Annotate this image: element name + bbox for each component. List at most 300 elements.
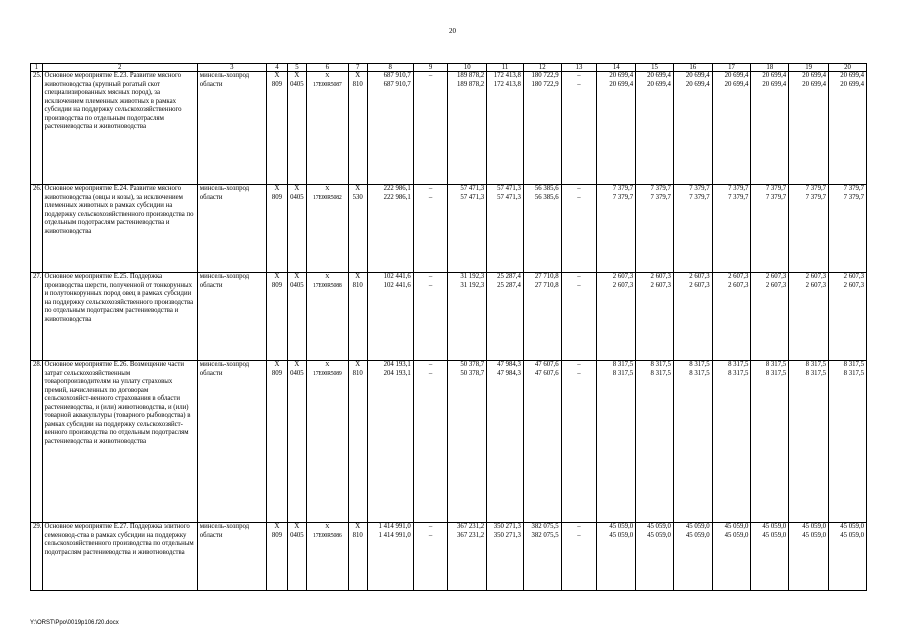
value-line-1: – <box>577 185 581 192</box>
value-cell <box>789 185 829 273</box>
value-cell <box>448 185 487 273</box>
value-cell <box>789 72 829 185</box>
value-line-1: 8 317,5 <box>612 361 634 368</box>
value-line-1: Х <box>274 523 280 530</box>
row-number: 25. <box>31 72 43 185</box>
value-cell <box>487 185 524 273</box>
value-line-2: 45 059,0 <box>762 531 787 539</box>
value-line-1: 45 059,0 <box>802 523 827 530</box>
column-header: 17 <box>712 64 751 72</box>
value-cell <box>523 185 561 273</box>
value-line-1: Х <box>274 72 280 79</box>
value-cell <box>751 361 789 523</box>
value-line-2: 17Е00R5089 <box>313 370 342 377</box>
value-line-2: 810 <box>352 369 363 377</box>
value-line-1: Х <box>274 273 280 280</box>
value-line-1: 45 059,0 <box>840 523 864 530</box>
value-line-2: 2 607,3 <box>765 281 787 289</box>
value-line-1: 2 607,3 <box>765 273 787 280</box>
value-cell <box>367 273 413 361</box>
value-line-1: 20 699,4 <box>647 72 671 79</box>
value-line-2: 809 <box>271 531 283 539</box>
value-cell <box>636 523 674 591</box>
value-line-2: 204 193,1 <box>383 369 411 377</box>
value-line-1: – <box>577 523 581 530</box>
value-line-1: 20 699,4 <box>762 72 787 79</box>
value-line-2: 530 <box>352 193 363 201</box>
value-line-2: 2 607,3 <box>728 281 749 289</box>
value-line-2: 45 059,0 <box>840 531 864 539</box>
column-header: 11 <box>487 64 524 72</box>
value-cell <box>712 361 751 523</box>
value-line-1: 8 317,5 <box>843 361 864 368</box>
value-line-1: Х <box>325 362 330 368</box>
value-cell <box>266 361 287 523</box>
value-line-1: Х <box>294 185 300 192</box>
value-cell <box>561 361 597 523</box>
value-cell <box>673 361 712 523</box>
value-line-2: 45 059,0 <box>685 531 710 539</box>
value-cell <box>636 185 674 273</box>
value-cell <box>636 72 674 185</box>
value-line-2: 47 607,6 <box>534 369 559 377</box>
value-line-2: 20 699,4 <box>685 80 710 88</box>
value-line-2: 20 699,4 <box>647 80 671 88</box>
value-cell <box>523 361 561 523</box>
value-line-2: 102 441,6 <box>383 281 411 289</box>
value-line-1: 2 607,3 <box>650 273 671 280</box>
value-cell <box>367 361 413 523</box>
value-line-2: 2 607,3 <box>843 281 864 289</box>
value-line-1: Х <box>325 186 330 192</box>
value-cell <box>636 361 674 523</box>
value-line-2: 8 317,5 <box>805 369 827 377</box>
value-line-1: – <box>577 273 581 280</box>
value-cell <box>751 185 789 273</box>
value-line-2: 7 379,7 <box>805 193 827 201</box>
value-line-2: – <box>428 281 433 289</box>
value-line-2: 810 <box>352 281 363 289</box>
column-header: 19 <box>789 64 829 72</box>
value-line-1: 2 607,3 <box>612 273 634 280</box>
value-cell <box>448 523 487 591</box>
value-cell <box>487 361 524 523</box>
value-line-1: 222 986,1 <box>383 185 411 192</box>
column-header: 2 <box>42 64 197 72</box>
value-line-2: 31 192,3 <box>460 281 485 289</box>
value-line-2: 45 059,0 <box>609 531 634 539</box>
value-cell <box>673 185 712 273</box>
value-line-2: 0405 <box>290 369 304 377</box>
measure-description: Основное мероприятие Е.23. Развитие мясного животноводства (крупный рогатый скот специализированных мясных пород), за исключением племенных животных в рамках субсидии на поддержку сельскохозяйственного производства по отдельным подотраслям растениеводства и животноводства <box>42 72 197 185</box>
value-cell <box>829 523 867 591</box>
value-line-2: 2 607,3 <box>650 281 671 289</box>
value-cell <box>306 361 348 523</box>
table-row <box>31 185 867 273</box>
value-line-2: 20 699,4 <box>840 80 864 88</box>
value-line-1: – <box>577 361 581 368</box>
value-line-1: Х <box>355 72 361 79</box>
executor: минсель-хозпрод области <box>197 72 266 185</box>
value-cell <box>487 523 524 591</box>
value-line-2: 17Е00R5086 <box>313 532 342 539</box>
column-header: 6 <box>306 64 348 72</box>
value-line-2: 27 710,8 <box>534 281 559 289</box>
value-cell <box>597 523 636 591</box>
value-cell <box>561 523 597 591</box>
value-line-1: 20 699,4 <box>685 72 710 79</box>
value-cell <box>266 72 287 185</box>
value-line-2: 7 379,7 <box>612 193 634 201</box>
value-line-1: 7 379,7 <box>728 185 749 192</box>
value-line-2: – <box>428 531 433 539</box>
value-line-1: 382 075,5 <box>531 523 559 530</box>
header-row <box>31 64 867 72</box>
value-line-2: 8 317,5 <box>728 369 749 377</box>
value-line-1: Х <box>325 274 330 280</box>
executor: минсель-хозпрод области <box>197 361 266 523</box>
value-line-2: 7 379,7 <box>650 193 671 201</box>
value-line-1: – <box>428 72 433 79</box>
value-line-2: 0405 <box>290 531 304 539</box>
value-line-2: 20 699,4 <box>762 80 787 88</box>
value-line-2: 367 231,2 <box>457 531 485 539</box>
column-header: 12 <box>523 64 561 72</box>
value-line-1: Х <box>294 523 300 530</box>
value-line-2: 56 385,6 <box>534 193 559 201</box>
value-line-1: 189 878,2 <box>457 72 485 79</box>
value-cell <box>413 72 448 185</box>
value-line-2: 189 878,2 <box>457 80 485 88</box>
value-line-2: 20 699,4 <box>609 80 634 88</box>
value-line-1: Х <box>294 361 300 368</box>
value-line-1: 7 379,7 <box>650 185 671 192</box>
column-header: 15 <box>636 64 674 72</box>
table-row <box>31 273 867 361</box>
value-line-2: 172 413,8 <box>493 80 521 88</box>
value-cell <box>751 523 789 591</box>
value-line-1: 172 413,8 <box>493 72 521 79</box>
program-table <box>30 63 867 591</box>
column-header: 20 <box>829 64 867 72</box>
value-cell <box>348 273 367 361</box>
value-cell <box>413 523 448 591</box>
value-line-1: Х <box>325 524 330 530</box>
value-line-1: 20 699,4 <box>609 72 634 79</box>
value-line-2: 382 075,5 <box>531 531 559 539</box>
value-line-1: – <box>428 361 433 368</box>
value-line-2: 2 607,3 <box>689 281 710 289</box>
value-line-2: 2 607,3 <box>805 281 827 289</box>
value-line-2: 7 379,7 <box>728 193 749 201</box>
value-line-2: 0405 <box>290 193 304 201</box>
executor: минсель-хозпрод области <box>197 273 266 361</box>
value-line-1: 2 607,3 <box>843 273 864 280</box>
value-cell <box>751 72 789 185</box>
column-header: 3 <box>197 64 266 72</box>
value-cell <box>673 273 712 361</box>
value-cell <box>751 273 789 361</box>
value-cell <box>287 273 306 361</box>
value-line-1: 45 059,0 <box>724 523 749 530</box>
value-cell <box>523 72 561 185</box>
value-line-1: 7 379,7 <box>612 185 634 192</box>
value-line-2: 810 <box>352 531 363 539</box>
value-line-2: 687 910,7 <box>383 80 411 88</box>
value-cell <box>712 72 751 185</box>
value-cell <box>348 523 367 591</box>
measure-description: Основное мероприятие Е.26. Возмещение части затрат сельскохозяйственным товаропроизводителям на уплату страховых премий, начисленных по договорам сельскохозяйст-венного страхования в области растениеводства, и (или) животноводства, и (или) товарной аквакультуры (товарного рыбоводства) в рамках субсидии на поддержку сельскохозяйст-венного производства по отдельным подотраслям растениеводства и животноводства <box>42 361 197 523</box>
value-line-1: 20 699,4 <box>802 72 827 79</box>
column-header: 4 <box>266 64 287 72</box>
value-cell <box>523 273 561 361</box>
value-cell <box>448 273 487 361</box>
value-line-1: 7 379,7 <box>843 185 864 192</box>
value-cell <box>487 273 524 361</box>
value-cell <box>413 273 448 361</box>
value-line-1: 56 385,6 <box>534 185 559 192</box>
value-line-2: 17Е00R5087 <box>313 81 342 88</box>
value-line-1: 102 441,6 <box>383 273 411 280</box>
value-cell <box>348 185 367 273</box>
executor: минсель-хозпрод области <box>197 185 266 273</box>
value-line-2: – <box>577 193 581 201</box>
value-line-1: 25 287,4 <box>497 273 521 280</box>
measure-description: Основное мероприятие Е.25. Поддержка производства шерсти, полученной от тонкорунных и полутонкорунных пород овец в рамках субсидии на поддержку сельскохозяйственного производства по отдельным подотраслям растениеводства и животноводства <box>42 273 197 361</box>
value-cell <box>367 72 413 185</box>
column-header: 14 <box>597 64 636 72</box>
value-line-1: – <box>577 72 581 79</box>
value-cell <box>597 361 636 523</box>
value-cell <box>636 273 674 361</box>
value-cell <box>523 523 561 591</box>
value-cell <box>348 361 367 523</box>
value-line-2: 7 379,7 <box>843 193 864 201</box>
value-line-1: 45 059,0 <box>609 523 634 530</box>
value-cell <box>306 72 348 185</box>
value-line-2: 180 722,9 <box>531 80 559 88</box>
column-header: 9 <box>413 64 448 72</box>
value-line-1: 8 317,5 <box>805 361 827 368</box>
value-line-2: 57 471,3 <box>497 193 521 201</box>
value-line-2: 809 <box>271 369 283 377</box>
table-body <box>31 72 867 591</box>
value-cell <box>306 523 348 591</box>
value-line-2: 809 <box>271 80 283 88</box>
row-number: 27. <box>31 273 43 361</box>
value-line-2: 1 414 991,0 <box>378 531 411 539</box>
value-cell <box>561 273 597 361</box>
value-line-1: 2 607,3 <box>805 273 827 280</box>
value-line-1: 350 271,3 <box>493 523 521 530</box>
value-cell <box>448 72 487 185</box>
value-line-2: 17Е00R5082 <box>313 194 342 201</box>
value-line-1: 20 699,4 <box>724 72 749 79</box>
measure-description: Основное мероприятие Е.24. Развитие мясного животноводства (овцы и козы), за исключением племенных животных в рамках субсидии на поддержку сельскохозяйственного производства по отдельным подотраслям растениеводства и животноводства <box>42 185 197 273</box>
value-line-1: 1 414 991,0 <box>378 523 411 530</box>
value-line-1: 367 231,2 <box>457 523 485 530</box>
value-line-2: – <box>428 193 433 201</box>
value-line-1: 8 317,5 <box>689 361 710 368</box>
value-line-1: – <box>428 185 433 192</box>
value-cell <box>597 72 636 185</box>
value-line-1: Х <box>355 185 361 192</box>
value-line-1: 180 722,9 <box>531 72 559 79</box>
value-line-1: 687 910,7 <box>383 72 411 79</box>
value-line-2: 809 <box>271 281 283 289</box>
value-line-1: 20 699,4 <box>840 72 864 79</box>
value-cell <box>673 72 712 185</box>
value-line-1: 47 984,3 <box>497 361 521 368</box>
value-line-1: Х <box>274 185 280 192</box>
value-line-1: 45 059,0 <box>647 523 671 530</box>
value-line-1: Х <box>294 273 300 280</box>
value-cell <box>287 185 306 273</box>
value-line-1: 57 471,3 <box>460 185 485 192</box>
value-line-2: – <box>577 281 581 289</box>
value-cell <box>348 72 367 185</box>
value-line-1: 204 193,1 <box>383 361 411 368</box>
value-cell <box>712 523 751 591</box>
value-line-2 <box>416 81 446 90</box>
column-header: 16 <box>673 64 712 72</box>
value-cell <box>448 361 487 523</box>
value-line-2: 0405 <box>290 281 304 289</box>
value-line-1: 45 059,0 <box>762 523 787 530</box>
value-line-1: 8 317,5 <box>728 361 749 368</box>
value-line-2: 809 <box>271 193 283 201</box>
measure-description: Основное мероприятие Е.27. Поддержка элитного семеновод-ства в рамках субсидии на поддержку сельскохозяйственного производства по отдельным подотраслям растениеводства и животноводства <box>42 523 197 591</box>
value-cell <box>829 361 867 523</box>
value-line-2: 810 <box>352 80 363 88</box>
value-cell <box>287 523 306 591</box>
value-cell <box>287 72 306 185</box>
value-line-1: Х <box>294 72 300 79</box>
value-line-2: 7 379,7 <box>765 193 787 201</box>
value-line-2: 57 471,3 <box>460 193 485 201</box>
value-cell <box>597 273 636 361</box>
value-line-1: 50 378,7 <box>460 361 485 368</box>
value-cell <box>789 273 829 361</box>
table-row <box>31 361 867 523</box>
value-line-1: Х <box>274 361 280 368</box>
table-row <box>31 72 867 185</box>
value-line-2: 8 317,5 <box>689 369 710 377</box>
value-line-1: 7 379,7 <box>689 185 710 192</box>
value-cell <box>287 361 306 523</box>
column-header: 1 <box>31 64 43 72</box>
value-line-1: Х <box>325 73 330 79</box>
value-cell <box>829 273 867 361</box>
value-cell <box>266 523 287 591</box>
value-cell <box>367 185 413 273</box>
value-line-2: 0405 <box>290 80 304 88</box>
value-cell <box>712 273 751 361</box>
executor: минсель-хозпрод области <box>197 523 266 591</box>
value-line-2: 25 287,4 <box>497 281 521 289</box>
row-number: 29. <box>31 523 43 591</box>
value-line-2: – <box>577 369 581 377</box>
value-line-2: 17Е00R5088 <box>313 282 342 289</box>
value-line-1: – <box>428 273 433 280</box>
value-cell <box>413 361 448 523</box>
value-line-2: 7 379,7 <box>689 193 710 201</box>
value-line-2: 8 317,5 <box>765 369 787 377</box>
value-line-1: – <box>428 523 433 530</box>
value-line-2: 45 059,0 <box>802 531 827 539</box>
value-cell <box>306 273 348 361</box>
value-cell <box>306 185 348 273</box>
column-header: 10 <box>448 64 487 72</box>
value-line-1: 45 059,0 <box>685 523 710 530</box>
table-row <box>31 523 867 591</box>
value-line-2: 45 059,0 <box>647 531 671 539</box>
value-line-2: 222 986,1 <box>383 193 411 201</box>
value-line-2: 50 378,7 <box>460 369 485 377</box>
value-cell <box>712 185 751 273</box>
value-line-1: 2 607,3 <box>689 273 710 280</box>
column-header: 13 <box>561 64 597 72</box>
value-line-2: 2 607,3 <box>612 281 634 289</box>
row-number: 28. <box>31 361 43 523</box>
value-cell <box>266 273 287 361</box>
value-line-1: 31 192,3 <box>460 273 485 280</box>
value-line-1: 27 710,8 <box>534 273 559 280</box>
value-cell <box>413 185 448 273</box>
value-line-2: – <box>428 369 433 377</box>
value-cell <box>561 72 597 185</box>
value-cell <box>487 72 524 185</box>
value-line-1: 7 379,7 <box>765 185 787 192</box>
file-path-footer: Y:\ORST\Ppo\0019p106.f20.docx <box>30 620 119 626</box>
value-line-1: Х <box>355 273 361 280</box>
value-line-1: 7 379,7 <box>805 185 827 192</box>
value-line-1: 8 317,5 <box>650 361 671 368</box>
value-line-2: – <box>577 531 581 539</box>
value-line-2: 20 699,4 <box>724 80 749 88</box>
value-cell <box>561 185 597 273</box>
value-cell <box>266 185 287 273</box>
value-line-2: 350 271,3 <box>493 531 521 539</box>
value-line-1: 8 317,5 <box>765 361 787 368</box>
value-line-2: 45 059,0 <box>724 531 749 539</box>
value-cell <box>673 523 712 591</box>
column-header: 8 <box>367 64 413 72</box>
value-cell <box>829 72 867 185</box>
value-cell <box>597 185 636 273</box>
value-line-2: 20 699,4 <box>802 80 827 88</box>
column-header: 18 <box>751 64 789 72</box>
value-line-1: Х <box>355 523 361 530</box>
value-line-1: 47 607,6 <box>534 361 559 368</box>
value-line-2: – <box>577 80 581 88</box>
value-line-2: 8 317,5 <box>843 369 864 377</box>
value-line-2: 8 317,5 <box>612 369 634 377</box>
row-number: 26. <box>31 185 43 273</box>
value-cell <box>789 523 829 591</box>
value-line-2: 47 984,3 <box>497 369 521 377</box>
value-cell <box>367 523 413 591</box>
value-line-2: 8 317,5 <box>650 369 671 377</box>
column-header: 7 <box>348 64 367 72</box>
value-line-1: 2 607,3 <box>728 273 749 280</box>
value-cell <box>789 361 829 523</box>
page-number: 20 <box>449 27 456 35</box>
value-line-1: Х <box>355 361 361 368</box>
value-cell <box>829 185 867 273</box>
column-header: 5 <box>287 64 306 72</box>
value-line-1: 57 471,3 <box>497 185 521 192</box>
